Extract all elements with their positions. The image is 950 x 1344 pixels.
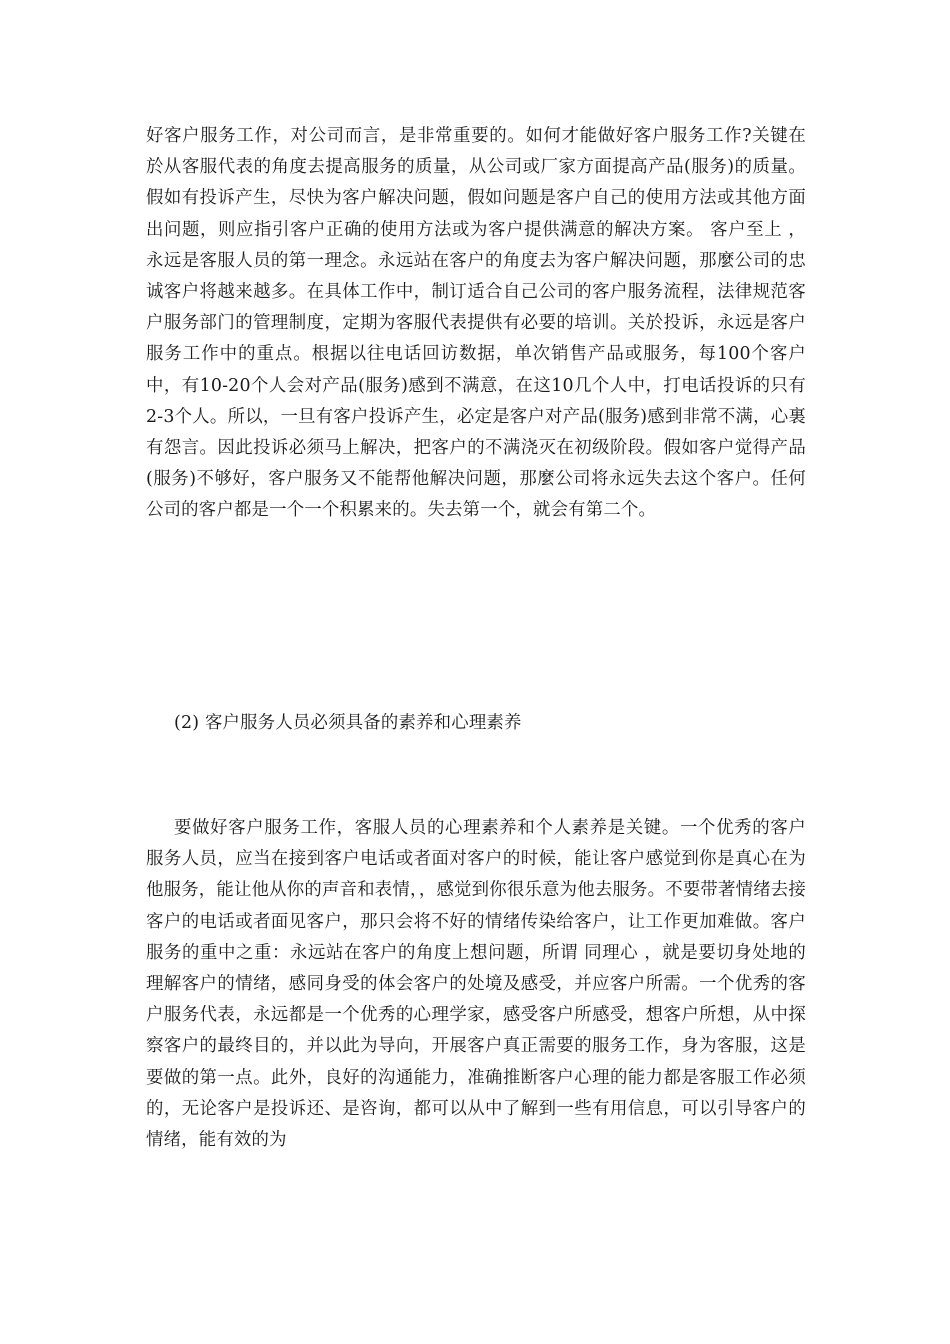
- body-paragraph-1: 好客户服务工作，对公司而言，是非常重要的。如何才能做好客户服务工作?关键在於从客服代表的角度去提高服务的质量，从公司或厂家方面提高产品(服务)的质量。假如有投诉产生，尽快为客户解决问题，假如问题是客户自己的使用方法或其他方面出问题，则应指引客户正确的使用方法或为客户提供满意的解决方案。 客户至上 ，永远是客服人员的第一理念。永远站在客户的角度去为客户解决问题，那麼公司的忠诚客户将越来越多。在具体工作中，制订适合自己公司的客户服务流程，法律规范客户服务部门的管理制度，定期为客服代表提供有必要的培训。关於投诉，永远是客户服务工作中的重点。根据以往电话回访数据，单次销售产品或服务，每100个客户中，有10-20个人会对产品(服务)感到不满意，在这10几个人中，打电话投诉的只有2-3个人。所以，一旦有客户投诉产生，必定是客户对产品(服务)感到非常不满，心裏有怨言。因此投诉必须马上解决，把客户的不满浇灭在初级阶段。假如客户觉得产品(服务)不够好，客户服务又不能帮他解决问题，那麼公司将永远失去这个客户。任何公司的客户都是一个一个积累来的。失去第一个，就会有第二个。: [146, 126, 806, 521]
- body-paragraph-2: 要做好客户服务工作，客服人员的心理素养和个人素养是关键。一个优秀的客户服务人员，应当在接到客户电话或者面对客户的时候，能让客户感觉到你是真心在为他服务，能让他从你的声音和表情，，感觉到你很乐意为他去服务。不要带著情绪去接客户的电话或者面见客户，那只会将不好的情绪传染给客户，让工作更加难做。客户服务的重中之重：永远站在客户的角度上想问题，所谓 同理心 ，就是要切身处地的理解客户的情绪，感同身受的体会客户的处境及感受，并应客户所需。一个优秀的客户服务代表，永远都是一个优秀的心理学家，感受客户所感受，想客户所想，从中探察客户的最终目的，并以此为导向，开展客户真正需要的服务工作，身为客服，这是要做的第一点。此外，良好的沟通能力，准确推断客户心理的能力都是客服工作必须的，无论客户是投诉还、是咨询，都可以从中了解到一些有用信息，可以引导客户的情绪，能有效的为: [146, 818, 806, 1151]
- section-heading-2: (2) 客户服务人员必须具备的素养和心理素养: [174, 713, 522, 733]
